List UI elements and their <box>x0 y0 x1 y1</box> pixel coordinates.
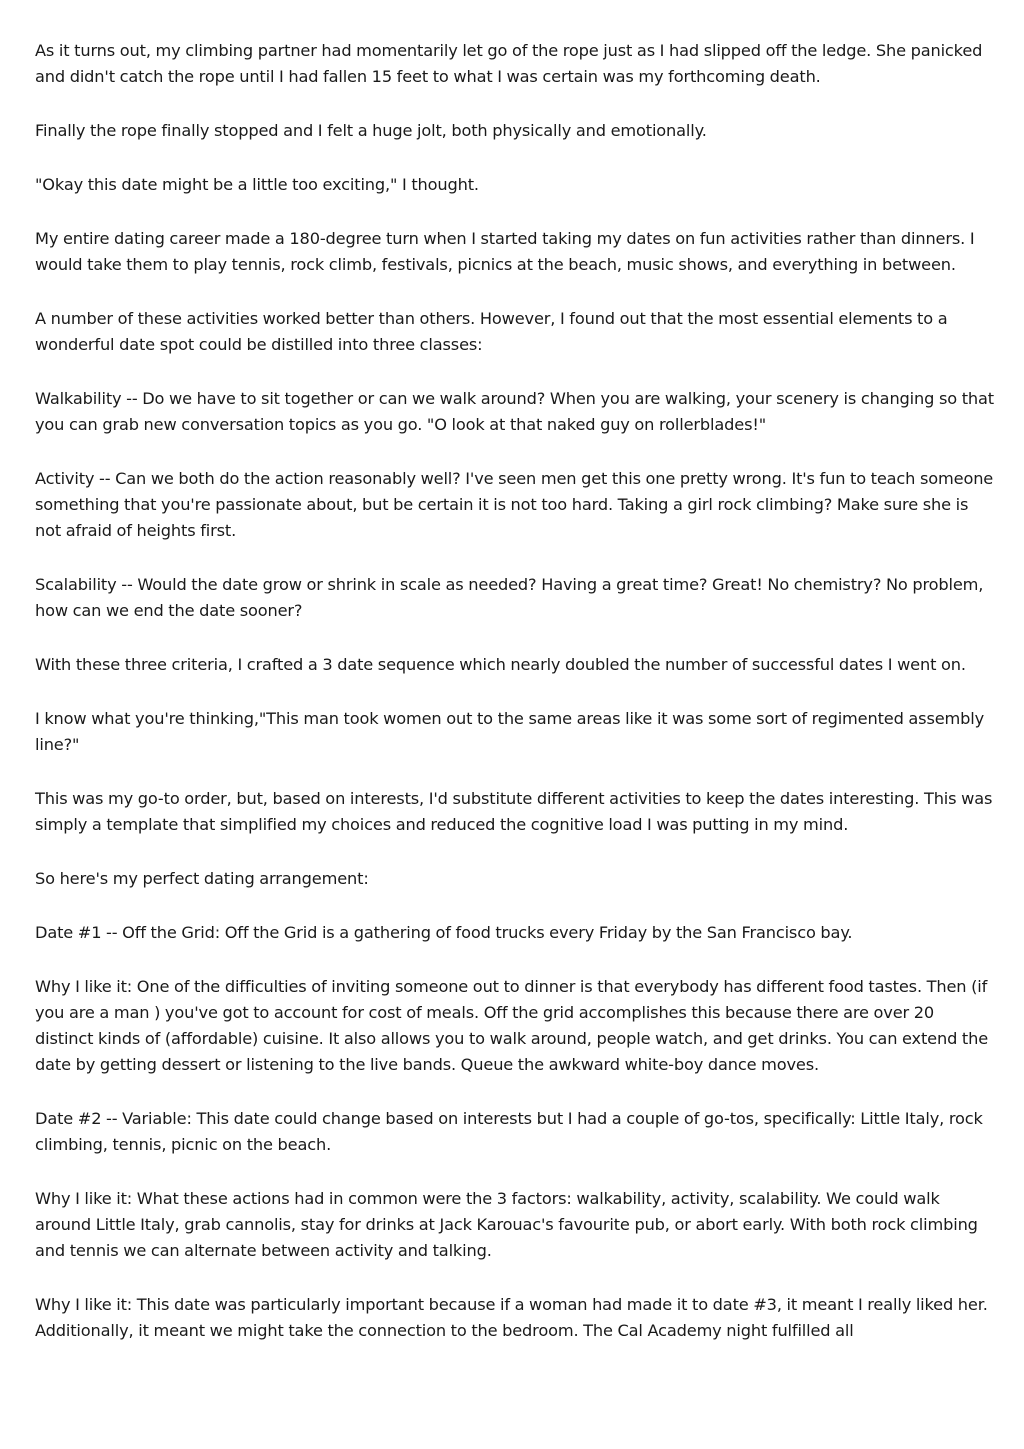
paragraph-date-3-why: Why I like it: This date was particularly important because if a woman had made it to date #3, it meant I really liked her. Additionally, it meant we might take the connection to the bedroom. The Cal Academy night fulfilled all <box>35 1295 988 1340</box>
paragraph-date-2-why: Why I like it: What these actions had in common were the 3 factors: walkability, activity, scalability. We could walk around Little Italy, grab cannolis, stay for drinks at Jack Karouac's favourite pub, or abort early. With both rock climbing and tennis we can alternate between activity and talking. <box>35 1189 978 1260</box>
document-body <box>35 38 995 1372</box>
paragraph-date-2: Date #2 -- Variable: This date could change based on interests but I had a couple of go-tos, specifically: Little Italy, rock climbing, tennis, picnic on the beach. <box>35 1109 983 1154</box>
paragraph-activity: Activity -- Can we both do the action reasonably well? I've seen men get this one pretty wrong. It's fun to teach someone something that you're passionate about, but be certain it is not too hard. Taking a girl rock climbing? Make sure she is not afraid of heights first. <box>35 469 994 540</box>
paragraph-essential-elements: A number of these activities worked better than others. However, I found out that the most essential elements to a wonderful date spot could be distilled into three classes: <box>35 309 948 354</box>
paragraph-dating-career: My entire dating career made a 180-degree turn when I started taking my dates on fun activities rather than dinners. I would take them to play tennis, rock climb, festivals, picnics at the beach, music shows, and everything in between. <box>35 229 975 274</box>
paragraph-go-to-order: This was my go-to order, but, based on interests, I'd substitute different activities to keep the dates interesting. This was simply a template that simplified my choices and reduced the cognitive load I was putting in my mind. <box>35 789 993 834</box>
paragraph-exciting-quote: "Okay this date might be a little too exciting," I thought. <box>35 175 479 194</box>
paragraph-arrangement-intro: So here's my perfect dating arrangement: <box>35 869 369 888</box>
paragraph-date-1: Date #1 -- Off the Grid: Off the Grid is a gathering of food trucks every Friday by the San Francisco bay. <box>35 923 853 942</box>
paragraph-climbing-fall: As it turns out, my climbing partner had momentarily let go of the rope just as I had slipped off the ledge. She panicked and didn't catch the rope until I had fallen 15 feet to what I was certain was my forthcoming death. <box>35 41 983 86</box>
paragraph-date-1-why: Why I like it: One of the difficulties of inviting someone out to dinner is that everybody has different food tastes. Then (if you are a man ) you've got to account for cost of meals. Off the grid accomplishes this because there are over 20 distinct kinds of (affordable) cuisine. It also allows you to walk around, people watch, and get drinks. You can extend the date by getting dessert or listening to the live bands. Queue the awkward white-boy dance moves. <box>35 977 989 1074</box>
paragraph-scalability: Scalability -- Would the date grow or shrink in scale as needed? Having a great time? Great! No chemistry? No problem, how can we end the date sooner? <box>35 575 984 620</box>
paragraph-rope-stopped: Finally the rope finally stopped and I felt a huge jolt, both physically and emotionally. <box>35 121 707 140</box>
paragraph-walkability: Walkability -- Do we have to sit together or can we walk around? When you are walking, your scenery is changing so that you can grab new conversation topics as you go. "O look at that naked guy on rollerblades!" <box>35 389 994 434</box>
paragraph-three-criteria: With these three criteria, I crafted a 3 date sequence which nearly doubled the number of successful dates I went on. <box>35 655 966 674</box>
paragraph-assembly-line: I know what you're thinking,"This man took women out to the same areas like it was some sort of regimented assembly line?" <box>35 709 985 754</box>
